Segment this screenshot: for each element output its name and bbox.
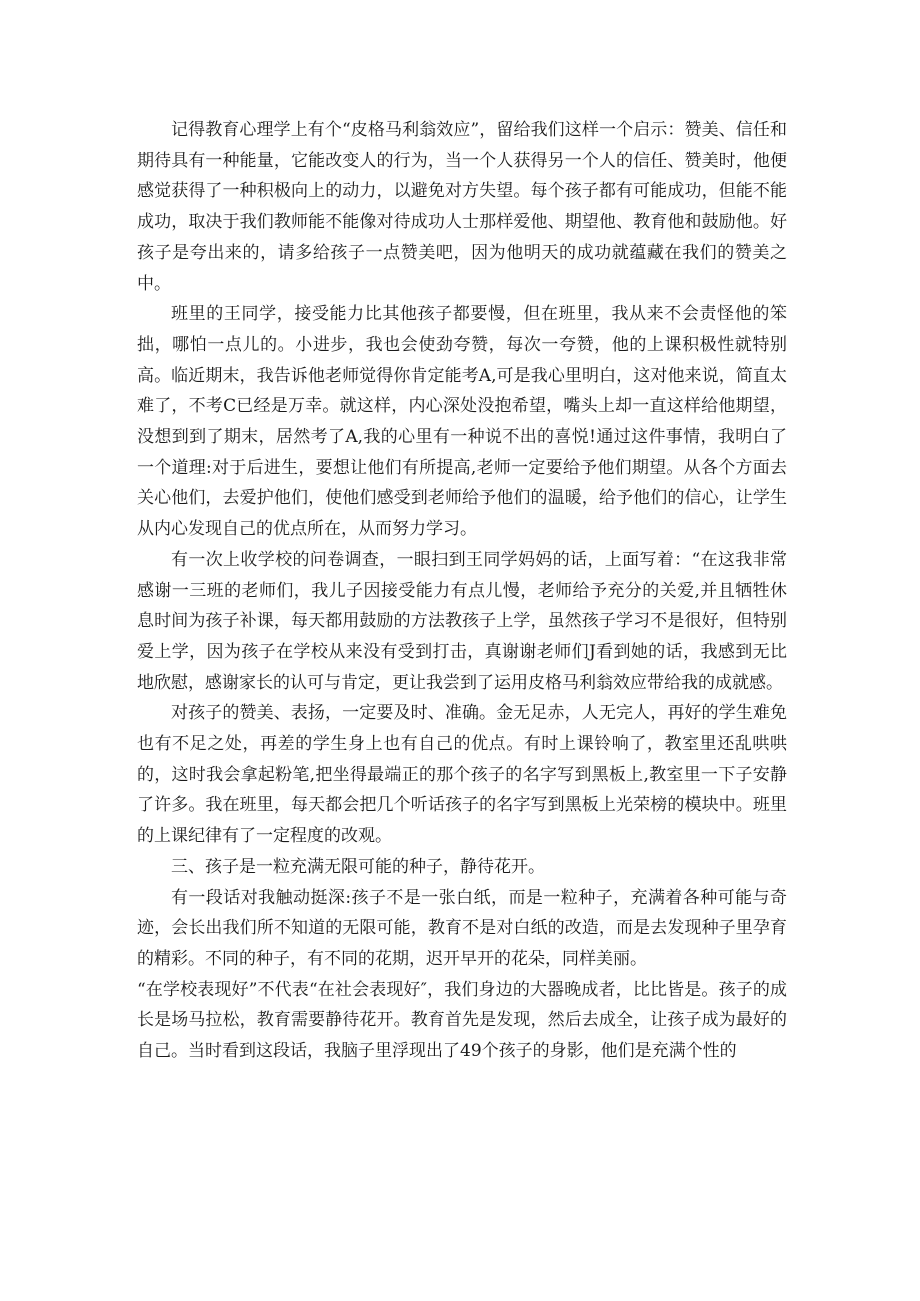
document-body — [137, 115, 787, 1067]
paragraph-5: 有一段话对我触动挺深:孩子不是一张白纸，而是一粒种子，充满着各种可能与奇迹，会长出我们所不知道的无限可能，教育不是对白纸的改造，而是去发现种子里孕育的精彩。不同的种子，有不同的花期，迟开早开的花朵，同样美丽。 — [137, 887, 787, 969]
paragraph-6: “在学校表现好”不代表“在社会表现好″，我们身边的大器晚成者，比比皆是。孩子的成长是场马拉松，教育需要静待花开。教育首先是发现，然后去成全，让孩子成为最好的自己。当时看到这段话，我脑子里浮现出了49个孩子的身影，他们是充满个性的 — [137, 979, 787, 1062]
paragraph-2: 班里的王同学，接受能力比其他孩子都要慢，但在班里，我从来不会责怪他的笨拙，哪怕一点儿的。小进步，我也会使劲夸赞，每次一夸赞，他的上课积极性就特别高。临近期末，我告诉他老师觉得你肯定能考A,可是我心里明白，这对他来说，简直太难了，不考C已经是万幸。就这样，内心深处没抱希望，嘴头上却一直这样给他期望，没想到到了期末，居然考了A,我的心里有一种说不出的喜悦!通过这件事情，我明白了一个道理:对于后进生，要想让他们有所提高,老师一定要给予他们期望。从各个方面去关心他们，去爱护他们，使他们感受到老师给予他们的温暖，给予他们的信心，让学生从内心发现自己的优点所在，从而努力学习。 — [137, 304, 787, 540]
paragraph-4: 对孩子的赞美、表扬，一定要及时、准确。金无足赤，人无完人，再好的学生难免也有不足之处，再差的学生身上也有自己的优点。有时上课铃响了，教室里还乱哄哄的，这时我会拿起粉笔,把坐得最端正的那个孩子的名字写到黑板上,教室里一下子安静了许多。我在班里，每天都会把几个听话孩子的名字写到黑板上光荣榜的模块中。班里的上课纪律有了一定程度的改观。 — [137, 703, 787, 847]
paragraph-1: 记得教育心理学上有个“皮格马利翁效应”，留给我们这样一个启示：赞美、信任和期待具有一种能量，它能改变人的行为，当一个人获得另一个人的信任、赞美时，他便感觉获得了一种积极向上的动力，以避免对方失望。每个孩子都有可能成功，但能不能成功，取决于我们教师能不能像对待成功人士那样爱他、期望他、教育他和鼓励他。好孩子是夸出来的，请多给孩子一点赞美吧，因为他明天的成功就蕴藏在我们的赞美之中。 — [137, 120, 787, 294]
section-heading: 三、孩子是一粒充满无限可能的种子，静待花开。 — [171, 856, 545, 877]
paragraph-3: 有一次上收学校的问卷调查，一眼扫到王同学妈妈的话，上面写着：“在这我非常感谢一三班的老师们，我儿子因接受能力有点儿慢，老师给予充分的关爱,并且牺牲休息时间为孩子补课，每天都用鼓励的方法教孩子上学，虽然孩子学习不是很好，但特别爱上学，因为孩子在学校从来没有受到打击，真谢谢老师们J看到她的话，我感到无比地欣慰，感谢家长的认可与肯定，更让我尝到了运用皮格马利翁效应带给我的成就感。 — [137, 549, 787, 693]
